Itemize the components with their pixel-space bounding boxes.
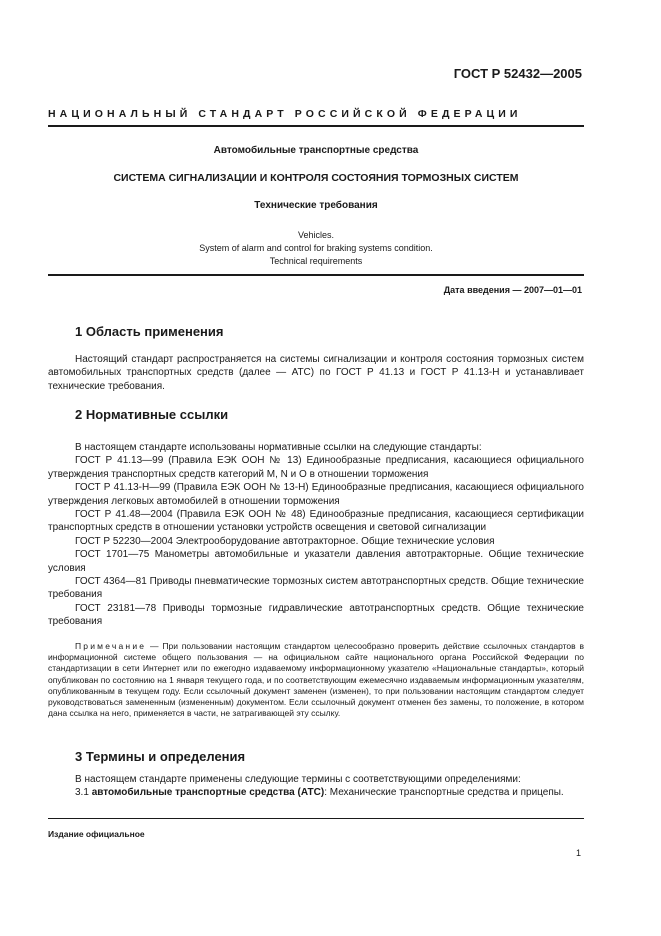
reference-item: ГОСТ 1701—75 Манометры автомобильные и указатели давления автотракторные. Общие технические условия: [48, 549, 584, 574]
standard-requirements: Технические требования: [254, 200, 378, 211]
paragraph: В настоящем стандарте использованы нормативные ссылки на следующие стандарты:: [75, 442, 482, 453]
title-rule: [48, 274, 584, 276]
reference-item: ГОСТ Р 41.13-Н—99 (Правила ЕЭК ООН № 13-Н) Единообразные предписания, касающиеся официального утверждения легковых автомобилей в отношении торможения: [48, 482, 584, 507]
reference-item: ГОСТ 23181—78 Приводы тормозные гидравлические автотранспортных средств. Общие технические требования: [48, 602, 584, 628]
english-title-line: System of alarm and control for braking systems condition.: [199, 243, 433, 253]
section-heading-scope: 1 Область применения: [75, 324, 224, 339]
paragraph: В настоящем стандарте применены следующие термины с соответствующими определениями:: [75, 774, 521, 785]
standard-subject: Автомобильные транспортные средства: [213, 145, 419, 156]
english-title-line: Vehicles.: [297, 230, 335, 240]
footer-rule: [48, 818, 584, 819]
section-body-scope: [48, 353, 584, 393]
english-title-line: Technical requirements: [269, 256, 363, 266]
section-heading-terms: 3 Термины и определения: [75, 749, 246, 764]
reference-item: ГОСТ 4364—81 Приводы пневматические тормозных систем автотранспортных средств. Общие технические требования: [48, 576, 584, 601]
reference-item: ГОСТ Р 52230—2004 Электрооборудование автотракторное. Общие технические условия: [75, 535, 495, 547]
term-text: : Механические транспортные средства и прицепы.: [324, 787, 564, 799]
paragraph: Настоящий стандарт распространяется на системы сигнализации и контроля состояния тормозных систем автомобильных транспортных средств (далее — АТС) по ГОСТ Р 41.13 и ГОСТ Р 41.13-Н и устанавливает технические требования.: [48, 354, 584, 392]
section-body-terms: [48, 773, 584, 800]
term-name: автомобильные транспортные средства (АТС): [91, 787, 325, 799]
references-note: [48, 641, 584, 719]
term-number: 3.1: [75, 787, 92, 799]
note-text: — При пользовании настоящим стандартом целесообразно проверить действие ссылочных стандартов в информационной системе общего пользования — на официальном сайте национального органа Российской Федерации по стандартизации в сети Интернет или по ежегодно издаваемому информационному указателю «Национальные стандарты», который опубликован по состоянию на 1 января текущего года, и по соответствующим ежемесячно издаваемым информационным указателям, опубликованным в текущем году. Если ссылочный документ заменен (изменен), то при пользовании настоящим стандартом следует руководствоваться замененным (измененным) документом. Если ссылочный документ отменен без замены, то положение, в котором дана ссылка на него, применяется в части, не затрагивающей эту ссылку.: [48, 641, 584, 719]
term-definition: [48, 786, 584, 799]
section-body-references: [48, 441, 584, 629]
header-rule: [48, 125, 584, 127]
page-number: 1: [575, 848, 581, 858]
section-heading-references: 2 Нормативные ссылки: [75, 407, 229, 422]
gost-number: ГОСТ Р 52432—2005: [453, 66, 582, 81]
note-label: Примечание: [75, 641, 147, 651]
national-standard-banner: НАЦИОНАЛЬНЫЙ СТАНДАРТ РОССИЙСКОЙ ФЕДЕРАЦИИ: [48, 108, 522, 120]
introduction-date: Дата введения — 2007—01—01: [443, 285, 582, 295]
edition-label: Издание официальное: [48, 829, 145, 839]
reference-item: ГОСТ Р 41.48—2004 (Правила ЕЭК ООН № 48) Единообразные предписания, касающиеся сертификации транспортных средств в отношении установки устройств освещения и световой сигнализации: [48, 509, 584, 534]
reference-item: ГОСТ Р 41.13—99 (Правила ЕЭК ООН № 13) Единообразные предписания, касающиеся официального утверждения транспортных средств категорий M, N и O в отношении торможения: [48, 455, 584, 480]
standard-title: СИСТЕМА СИГНАЛИЗАЦИИ И КОНТРОЛЯ СОСТОЯНИЯ ТОРМОЗНЫХ СИСТЕМ: [113, 172, 519, 184]
